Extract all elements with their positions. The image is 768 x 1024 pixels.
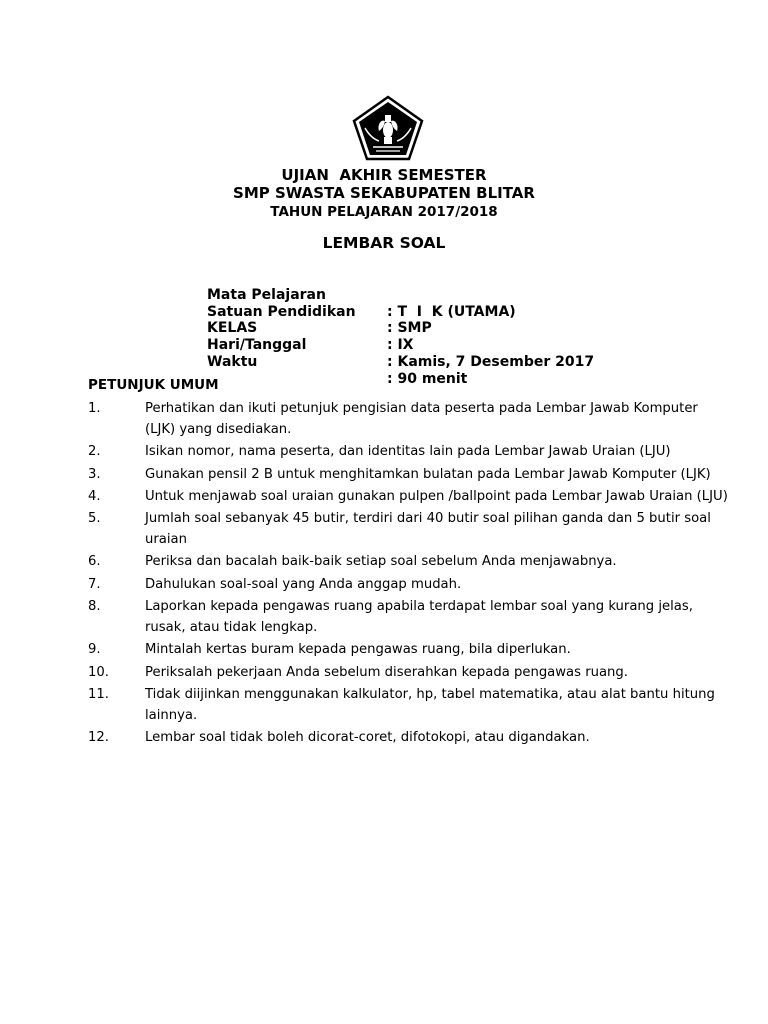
- item-number: 10.: [88, 664, 109, 680]
- list-item: [88, 508, 728, 550]
- list-item: [88, 441, 728, 462]
- item-text: Dahulukan soal-soal yang Anda anggap mudah.: [145, 576, 462, 592]
- item-number: 6.: [88, 554, 101, 570]
- item-number: 12.: [88, 730, 109, 746]
- item-text: Untuk menjawab soal uraian gunakan pulpen /ballpoint pada Lembar Jawab Uraian (LJU): [145, 488, 728, 504]
- item-number: 7.: [88, 576, 101, 592]
- blitar-regency-emblem-icon: [351, 95, 425, 161]
- item-text: Isikan nomor, nama peserta, dan identitas lain pada Lembar Jawab Uraian (LJU): [145, 444, 671, 460]
- list-item: [88, 398, 728, 440]
- item-number: 11.: [88, 686, 109, 702]
- list-item: [88, 464, 728, 485]
- item-text: Mintalah kertas buram kepada pengawas ruang, bila diperlukan.: [145, 642, 571, 658]
- item-text: Periksa dan bacalah baik-baik setiap soal sebelum Anda menjawabnya.: [145, 554, 617, 570]
- list-item: [88, 684, 728, 726]
- item-text: Laporkan kepada pengawas ruang apabila terdapat lembar soal yang kurang jelas, rusak, atau tidak lengkap.: [145, 599, 693, 636]
- instructions-title: PETUNJUK UMUM: [88, 377, 219, 393]
- item-text: Lembar soal tidak boleh dicorat-coret, difotokopi, atau digandakan.: [145, 730, 590, 746]
- info-value: : Kamis, 7 Desember 2017: [387, 353, 595, 370]
- item-number: 3.: [88, 466, 101, 482]
- info-label: Mata Pelajaran: [207, 286, 326, 303]
- list-item: [88, 639, 728, 660]
- info-value: : T I K (UTAMA): [387, 303, 516, 320]
- info-label: Satuan Pendidikan: [207, 303, 356, 320]
- item-number: 9.: [88, 642, 101, 658]
- list-item: [88, 596, 728, 638]
- document-title: LEMBAR SOAL: [322, 234, 446, 252]
- list-item: [88, 574, 728, 595]
- item-number: 1.: [88, 401, 101, 416]
- info-label: KELAS: [207, 320, 258, 337]
- item-text: Gunakan pensil 2 B untuk menghitamkan bulatan pada Lembar Jawab Komputer (LJK): [145, 466, 711, 482]
- item-text: Perhatikan dan ikuti petunjuk pengisian data peserta pada Lembar Jawab Komputer (LJK) yang disediakan.: [145, 401, 698, 437]
- list-item: [88, 727, 728, 748]
- item-text: Jumlah soal sebanyak 45 butir, terdiri dari 40 butir soal pilihan ganda dan 5 butir soal uraian: [145, 511, 711, 548]
- exam-title: UJIAN AKHIR SEMESTER: [281, 166, 487, 184]
- info-value: : 90 menit: [387, 370, 468, 387]
- item-text: Tidak diijinkan menggunakan kalkulator, hp, tabel matematika, atau alat bantu hitung lainnya.: [145, 686, 715, 723]
- info-label: Waktu: [207, 353, 258, 370]
- info-value: : IX: [387, 337, 414, 354]
- item-number: 4.: [88, 488, 101, 504]
- exam-info-block: [207, 270, 595, 387]
- item-number: 2.: [88, 444, 101, 460]
- academic-year: TAHUN PELAJARAN 2017/2018: [270, 204, 498, 220]
- item-number: 8.: [88, 599, 101, 615]
- item-number: 5.: [88, 511, 101, 527]
- list-item: [88, 662, 728, 683]
- list-item: [88, 551, 728, 572]
- info-label: Hari/Tanggal: [207, 337, 307, 354]
- item-text: Periksalah pekerjaan Anda sebelum diserahkan kepada pengawas ruang.: [145, 664, 628, 680]
- instructions-list: [88, 398, 728, 750]
- list-item: [88, 486, 728, 507]
- school-name: SMP SWASTA SEKABUPATEN BLITAR: [233, 184, 535, 202]
- info-value: : SMP: [387, 320, 432, 337]
